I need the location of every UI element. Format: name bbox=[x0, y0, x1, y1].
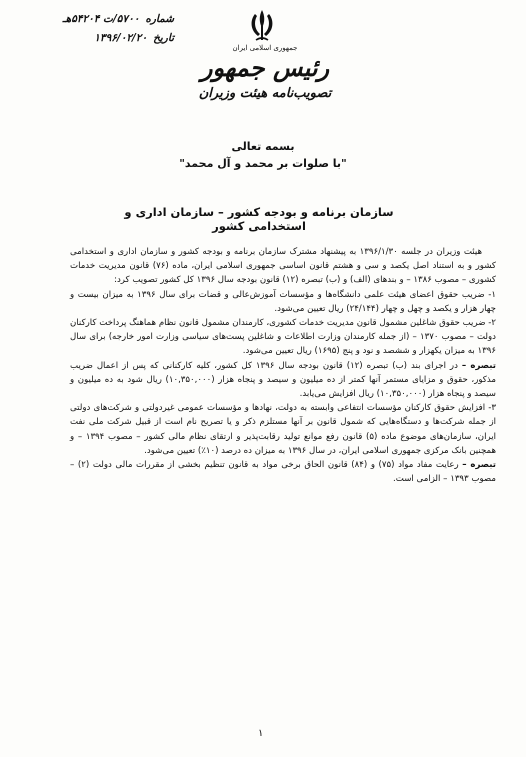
letter-meta bbox=[24, 10, 174, 48]
note-2-paragraph bbox=[70, 458, 496, 486]
iran-emblem-icon bbox=[245, 8, 279, 44]
note-1-label: تبصره – bbox=[461, 360, 496, 371]
invocation-line-2: "با صلوات بر محمد و آل محمد" bbox=[179, 157, 347, 170]
note-2-text: رعایت مفاد مواد (۷۵) و (۸۴) قانون الحاق برخی مواد به قانون تنظیم بخشی از مقررات مالی دولت (۲) – مصوب ۱۳۹۳ – الزامی است. bbox=[70, 460, 496, 485]
invocation-line-1: بسمه تعالی bbox=[231, 140, 295, 153]
recipient-line: سازمان برنامه و بودجه کشور – سازمان اداری و استخدامی کشور bbox=[124, 205, 394, 233]
item-3-paragraph: ۳- افزایش حقوق کارکنان مؤسسات انتفاعی وابسته به دولت، نهادها و مؤسسات عمومی غیردولتی و شرکت‌های دولتی از جمله شرکت‌ها و دستگاه‌هایی که شمول قانون بر آنها مستلزم ذکر و یا تصریح نام است از قبیل شرکت ملی نفت ایران، سازمان‌های موضوع ماده (۵) قانون رفع موانع تولید رقابت‌پذیر و ارتقای نظام مالی کشور – مصوب ۱۳۹۴ – و همچنین بانک مرکزی جمهوری اسلامی ایران، در سال ۱۳۹۶ به میزان ده درصد (۱۰٪) تعیین می‌شود. bbox=[70, 403, 496, 456]
number-value: ۵۷۰۰/ت ۵۴۲۰۴هـ bbox=[62, 13, 140, 25]
letterhead bbox=[180, 44, 350, 103]
intro-paragraph: هیئت وزیران در جلسه ۱۳۹۶/۱/۳۰ به پیشنهاد مشترک سازمان برنامه و بودجه کشور و سازمان اداری و استخدامی کشور و به استناد اصل یکصد و سی و هشتم قانون اساسی جمهوری اسلامی ایران، ماده (۷۶) قانون مدیریت خدمات کشوری – مصوب ۱۳۸۶ – و بندهای (الف) و (ب) تبصره (۱۲) قانون بودجه سال ۱۳۹۶ کل کشور تصویب کرد: bbox=[70, 247, 496, 286]
item-2-paragraph: ۲- ضریب حقوق شاغلین مشمول قانون مدیریت خدمات کشوری، کارمندان مشمول قانون نظام هماهنگ پرداخت کارکنان دولت – مصوب ۱۳۷۰ – (از جمله کارمندان وزارت اطلاعات و شاغلین پست‌های سیاسی وزارت امور خارجه) برای سال ۱۳۹۶ به میزان یکهزار و ششصد و نود و پنج (۱۶۹۵) ریال تعیین می‌شود. bbox=[70, 318, 496, 357]
note-1-paragraph bbox=[70, 359, 496, 402]
president-title: رئیس جمهور bbox=[200, 53, 330, 82]
note-2-label: تبصره – bbox=[462, 460, 496, 471]
number-row bbox=[24, 10, 174, 29]
invocation bbox=[130, 138, 396, 172]
note-1-text: در اجرای بند (ب) تبصره (۱۲) قانون بودجه سال ۱۳۹۶ کل کشور، کلیه کارکنانی که پس از اعمال ضریب مذکور، حقوق و مزایای مستمر آنها کمتر از ده میلیون و سیصد و پنجاه هزار (۱۰,۳۵۰,۰۰۰) ریال شود به ده میلیون و سیصد و پنجاه هزار (۱۰,۳۵۰,۰۰۰) ریال افزایش می‌یابد. bbox=[70, 360, 496, 400]
number-label: شماره bbox=[145, 13, 174, 25]
page-number: ۱ bbox=[258, 728, 264, 739]
item-1-paragraph: ۱- ضریب حقوق اعضای هیئت علمی دانشگاه‌ها و مؤسسات آموزش‌عالی و قضات برای سال ۱۳۹۶ به میزان بیست و چهار هزار و یکصد و چهل و چهار (۲۴/۱۴۴) ریال تعیین می‌شود. bbox=[70, 289, 496, 314]
date-value: ۱۳۹۶/۰۲/۲۰ bbox=[94, 32, 148, 44]
letter-body bbox=[70, 245, 496, 486]
date-label: تاریخ bbox=[153, 32, 174, 44]
republic-title: جمهوری اسلامی ایران bbox=[232, 44, 298, 52]
date-row bbox=[24, 29, 174, 48]
approval-title: تصویب‌نامه هیئت وزیران bbox=[198, 86, 332, 101]
